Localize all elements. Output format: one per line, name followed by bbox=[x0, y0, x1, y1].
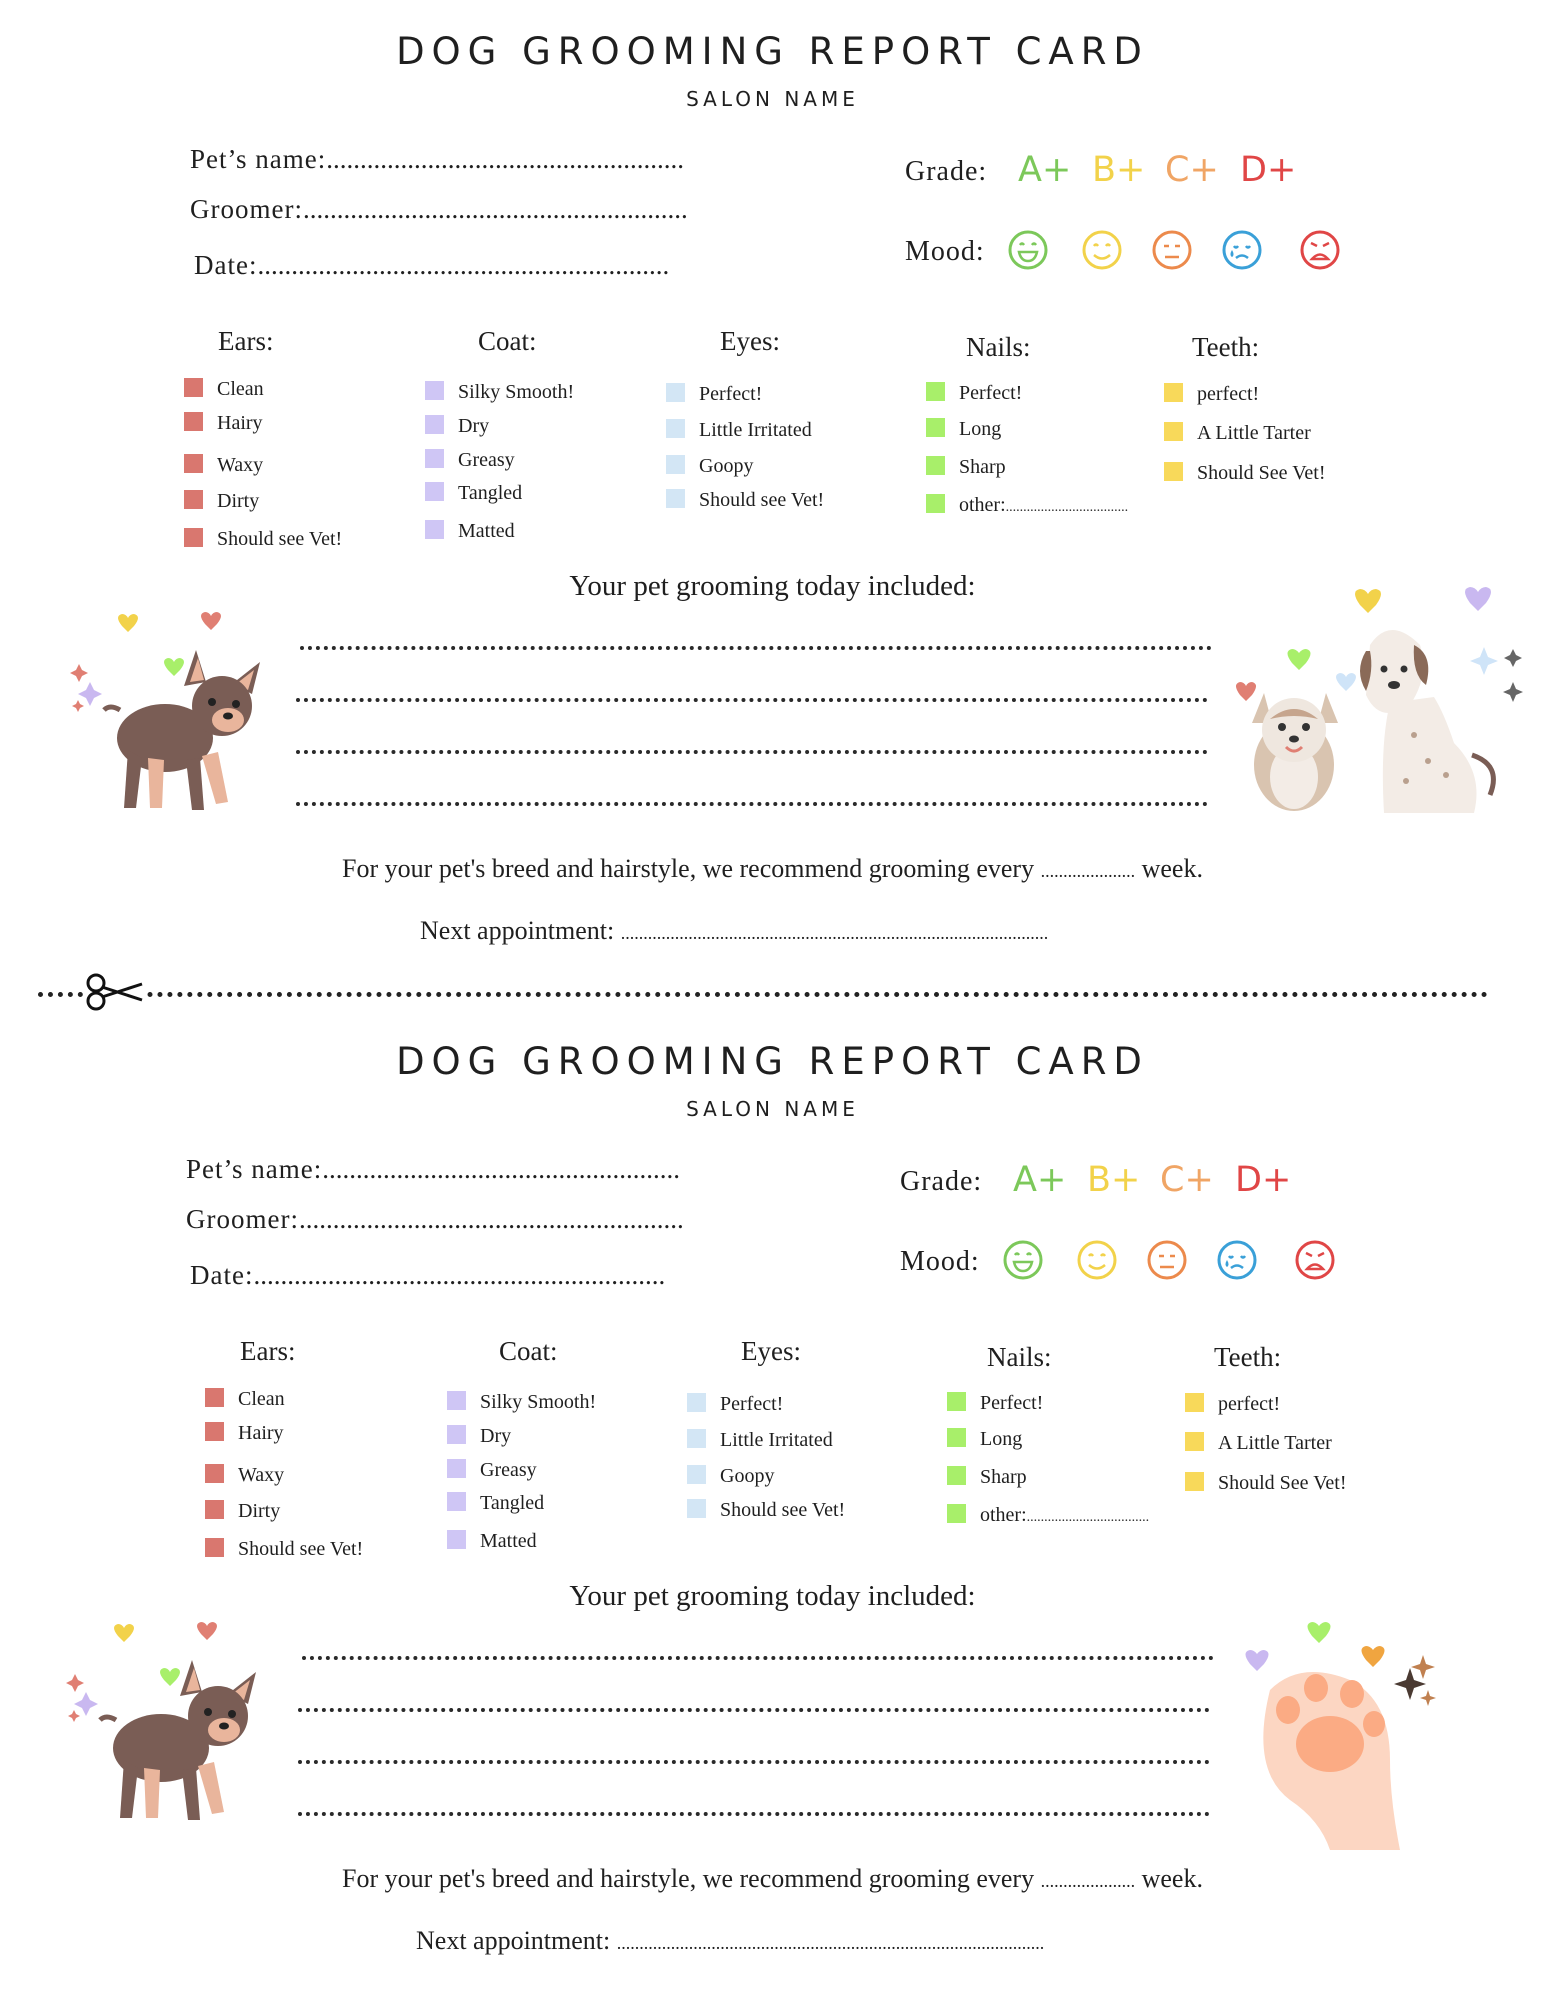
checkbox[interactable] bbox=[184, 378, 203, 397]
checkbox[interactable] bbox=[184, 528, 203, 547]
angry-face-icon[interactable] bbox=[1293, 1238, 1337, 1282]
pets-name-field[interactable]: Pet’s name:..................................................... bbox=[186, 1154, 680, 1184]
grade-label: Grade: bbox=[900, 1166, 983, 1197]
nails-option-sharp[interactable]: Sharp bbox=[926, 456, 1006, 479]
coat-option-matted[interactable]: Matted bbox=[447, 1530, 537, 1553]
nails-option-sharp[interactable]: Sharp bbox=[947, 1466, 1027, 1489]
checkbox[interactable] bbox=[926, 456, 945, 475]
checkbox[interactable] bbox=[947, 1466, 966, 1485]
checkbox[interactable] bbox=[926, 382, 945, 401]
coat-heading: Coat: bbox=[499, 1336, 558, 1366]
checkbox[interactable] bbox=[205, 1422, 224, 1441]
date-label: Date: bbox=[194, 250, 258, 280]
salon-name: SALON NAME bbox=[686, 87, 859, 111]
checkbox[interactable] bbox=[687, 1465, 706, 1484]
included-line-4[interactable] bbox=[296, 802, 1208, 806]
eyes-option-perfect[interactable]: Perfect! bbox=[687, 1393, 783, 1416]
checkbox[interactable] bbox=[666, 419, 685, 438]
recommend-sentence: For your pet's breed and hairstyle, we recommend grooming every ..................... week. bbox=[342, 854, 1203, 883]
recommend-weeks-blank[interactable]: ..................... bbox=[1040, 861, 1136, 881]
big-smile-face-icon[interactable] bbox=[1006, 228, 1050, 272]
coat-option-tangled[interactable]: Tangled bbox=[447, 1492, 544, 1515]
date-field[interactable]: Date:............................................................. bbox=[190, 1260, 666, 1290]
ears-option-hairy[interactable]: Hairy bbox=[184, 412, 263, 435]
teeth-option-vet[interactable]: Should See Vet! bbox=[1164, 462, 1326, 485]
included-heading: Your pet grooming today included: bbox=[569, 1580, 976, 1612]
checkbox[interactable] bbox=[1185, 1393, 1204, 1412]
ears-heading: Ears: bbox=[240, 1336, 296, 1366]
checkbox[interactable] bbox=[425, 381, 444, 400]
checkbox[interactable] bbox=[1164, 422, 1183, 441]
cut-line bbox=[38, 992, 1488, 997]
checkbox[interactable] bbox=[666, 455, 685, 474]
coat-option-tangled[interactable]: Tangled bbox=[425, 482, 522, 505]
checkbox[interactable] bbox=[447, 1391, 466, 1410]
two-dogs-illustration bbox=[1210, 585, 1530, 825]
checkbox[interactable] bbox=[425, 520, 444, 539]
neutral-face-icon[interactable] bbox=[1145, 1238, 1189, 1282]
grade-d-plus[interactable]: D+ bbox=[1240, 150, 1297, 190]
crying-face-icon[interactable] bbox=[1215, 1238, 1259, 1282]
included-line-1[interactable] bbox=[300, 646, 1212, 650]
coat-option-greasy[interactable]: Greasy bbox=[425, 449, 515, 472]
teeth-heading: Teeth: bbox=[1192, 332, 1260, 362]
checkbox[interactable] bbox=[947, 1504, 966, 1523]
card-title: DOG GROOMING REPORT CARD bbox=[396, 1040, 1149, 1083]
eyes-option-irritated[interactable]: Little Irritated bbox=[687, 1429, 833, 1452]
pets-name-label: Pet’s name: bbox=[190, 144, 327, 174]
checkbox[interactable] bbox=[447, 1530, 466, 1549]
nails-option-long[interactable]: Long bbox=[947, 1428, 1022, 1451]
checkbox[interactable] bbox=[687, 1429, 706, 1448]
coat-option-silky[interactable]: Silky Smooth! bbox=[447, 1391, 596, 1414]
eyes-option-goopy[interactable]: Goopy bbox=[687, 1465, 774, 1488]
nails-option-long[interactable]: Long bbox=[926, 418, 1001, 441]
date-label: Date: bbox=[190, 1260, 254, 1290]
ears-option-clean[interactable]: Clean bbox=[184, 378, 264, 401]
checkbox[interactable] bbox=[1164, 383, 1183, 402]
ears-option-clean[interactable]: Clean bbox=[205, 1388, 285, 1411]
checkbox[interactable] bbox=[205, 1388, 224, 1407]
eyes-option-vet[interactable]: Should see Vet! bbox=[666, 489, 824, 512]
checkbox[interactable] bbox=[947, 1392, 966, 1411]
coat-option-greasy[interactable]: Greasy bbox=[447, 1459, 537, 1482]
included-line-4[interactable] bbox=[298, 1812, 1210, 1816]
date-field[interactable]: Date:............................................................. bbox=[194, 250, 670, 280]
next-appointment-field[interactable]: Next appointment: ............................................................................................... bbox=[420, 916, 1049, 945]
included-line-3[interactable] bbox=[298, 1760, 1210, 1764]
grade-c-plus[interactable]: C+ bbox=[1165, 150, 1219, 190]
teeth-option-perfect[interactable]: perfect! bbox=[1185, 1393, 1280, 1416]
chihuahua-illustration bbox=[36, 1620, 286, 1830]
checkbox[interactable] bbox=[447, 1459, 466, 1478]
nails-option-other[interactable]: other:................................... bbox=[947, 1504, 1149, 1527]
ears-option-dirty[interactable]: Dirty bbox=[205, 1500, 280, 1523]
next-appointment-field[interactable]: Next appointment: ............................................................................................... bbox=[416, 1926, 1045, 1955]
teeth-option-tarter[interactable]: A Little Tarter bbox=[1164, 422, 1311, 445]
salon-name: SALON NAME bbox=[686, 1097, 859, 1121]
included-heading: Your pet grooming today included: bbox=[569, 570, 976, 602]
angry-face-icon[interactable] bbox=[1298, 228, 1342, 272]
checkbox[interactable] bbox=[926, 494, 945, 513]
ears-option-dirty[interactable]: Dirty bbox=[184, 490, 259, 513]
coat-heading: Coat: bbox=[478, 326, 537, 356]
report-card-1 bbox=[0, 0, 1545, 1000]
grade-c-plus[interactable]: C+ bbox=[1160, 1160, 1214, 1200]
checkbox[interactable] bbox=[205, 1500, 224, 1519]
teeth-heading: Teeth: bbox=[1214, 1342, 1282, 1372]
crying-face-icon[interactable] bbox=[1220, 228, 1264, 272]
checkbox[interactable] bbox=[666, 489, 685, 508]
checkbox[interactable] bbox=[1185, 1472, 1204, 1491]
eyes-heading: Eyes: bbox=[720, 326, 780, 356]
eyes-option-vet[interactable]: Should see Vet! bbox=[687, 1499, 845, 1522]
pets-name-field[interactable]: Pet’s name:..................................................... bbox=[190, 144, 684, 174]
checkbox[interactable] bbox=[205, 1464, 224, 1483]
pets-name-label: Pet’s name: bbox=[186, 1154, 323, 1184]
groomer-label: Groomer: bbox=[186, 1204, 299, 1234]
grade-a-plus[interactable]: A+ bbox=[1013, 1160, 1067, 1200]
checkbox[interactable] bbox=[447, 1492, 466, 1511]
checkbox[interactable] bbox=[425, 449, 444, 468]
included-line-2[interactable] bbox=[298, 1708, 1210, 1712]
checkbox[interactable] bbox=[687, 1499, 706, 1518]
grade-a-plus[interactable]: A+ bbox=[1018, 150, 1072, 190]
checkbox[interactable] bbox=[205, 1538, 224, 1557]
smile-face-icon[interactable] bbox=[1080, 228, 1124, 272]
ears-option-vet[interactable]: Should see Vet! bbox=[184, 528, 342, 551]
teeth-option-perfect[interactable]: perfect! bbox=[1164, 383, 1259, 406]
neutral-face-icon[interactable] bbox=[1150, 228, 1194, 272]
checkbox[interactable] bbox=[425, 415, 444, 434]
grade-b-plus[interactable]: B+ bbox=[1087, 1160, 1141, 1200]
ears-heading: Ears: bbox=[218, 326, 274, 356]
checkbox[interactable] bbox=[184, 412, 203, 431]
scissors-icon bbox=[84, 972, 144, 1012]
checkbox[interactable] bbox=[425, 482, 444, 501]
card-title: DOG GROOMING REPORT CARD bbox=[396, 30, 1149, 73]
checkbox[interactable] bbox=[1164, 462, 1183, 481]
checkbox[interactable] bbox=[947, 1428, 966, 1447]
checkbox[interactable] bbox=[184, 454, 203, 473]
checkbox[interactable] bbox=[687, 1393, 706, 1412]
checkbox[interactable] bbox=[926, 418, 945, 437]
nails-option-perfect[interactable]: Perfect! bbox=[947, 1392, 1043, 1415]
grade-label: Grade: bbox=[905, 156, 988, 187]
checkbox[interactable] bbox=[666, 383, 685, 402]
recommend-weeks-blank[interactable]: ..................... bbox=[1040, 1871, 1136, 1891]
checkbox[interactable] bbox=[1185, 1432, 1204, 1451]
big-smile-face-icon[interactable] bbox=[1001, 1238, 1045, 1282]
chihuahua-illustration bbox=[40, 610, 290, 820]
smile-face-icon[interactable] bbox=[1075, 1238, 1119, 1282]
checkbox[interactable] bbox=[447, 1425, 466, 1444]
nails-heading: Nails: bbox=[966, 332, 1031, 362]
groomer-label: Groomer: bbox=[190, 194, 303, 224]
mood-label: Mood: bbox=[900, 1246, 980, 1277]
coat-option-matted[interactable]: Matted bbox=[425, 520, 515, 543]
included-line-2[interactable] bbox=[296, 698, 1208, 702]
teeth-option-tarter[interactable]: A Little Tarter bbox=[1185, 1432, 1332, 1455]
coat-option-dry[interactable]: Dry bbox=[447, 1425, 511, 1448]
groomer-field[interactable]: Groomer:......................................................... bbox=[186, 1204, 684, 1234]
nails-option-other[interactable]: other:................................... bbox=[926, 494, 1128, 517]
ears-option-waxy[interactable]: Waxy bbox=[205, 1464, 284, 1487]
teeth-option-vet[interactable]: Should See Vet! bbox=[1185, 1472, 1347, 1495]
grade-b-plus[interactable]: B+ bbox=[1092, 150, 1146, 190]
ears-option-hairy[interactable]: Hairy bbox=[205, 1422, 284, 1445]
checkbox[interactable] bbox=[184, 490, 203, 509]
included-line-1[interactable] bbox=[302, 1656, 1214, 1660]
paw-illustration bbox=[1230, 1620, 1460, 1850]
included-line-3[interactable] bbox=[296, 750, 1208, 754]
eyes-heading: Eyes: bbox=[741, 1336, 801, 1366]
mood-label: Mood: bbox=[905, 236, 985, 267]
eyes-option-perfect[interactable]: Perfect! bbox=[666, 383, 762, 406]
recommend-sentence: For your pet's breed and hairstyle, we recommend grooming every ..................... week. bbox=[342, 1864, 1203, 1893]
ears-option-vet[interactable]: Should see Vet! bbox=[205, 1538, 363, 1561]
eyes-option-irritated[interactable]: Little Irritated bbox=[666, 419, 812, 442]
nails-heading: Nails: bbox=[987, 1342, 1052, 1372]
ears-option-waxy[interactable]: Waxy bbox=[184, 454, 263, 477]
eyes-option-goopy[interactable]: Goopy bbox=[666, 455, 753, 478]
coat-option-dry[interactable]: Dry bbox=[425, 415, 489, 438]
nails-option-perfect[interactable]: Perfect! bbox=[926, 382, 1022, 405]
report-card-2 bbox=[0, 1010, 1545, 2010]
groomer-field[interactable]: Groomer:......................................................... bbox=[190, 194, 688, 224]
grade-d-plus[interactable]: D+ bbox=[1235, 1160, 1292, 1200]
coat-option-silky[interactable]: Silky Smooth! bbox=[425, 381, 574, 404]
